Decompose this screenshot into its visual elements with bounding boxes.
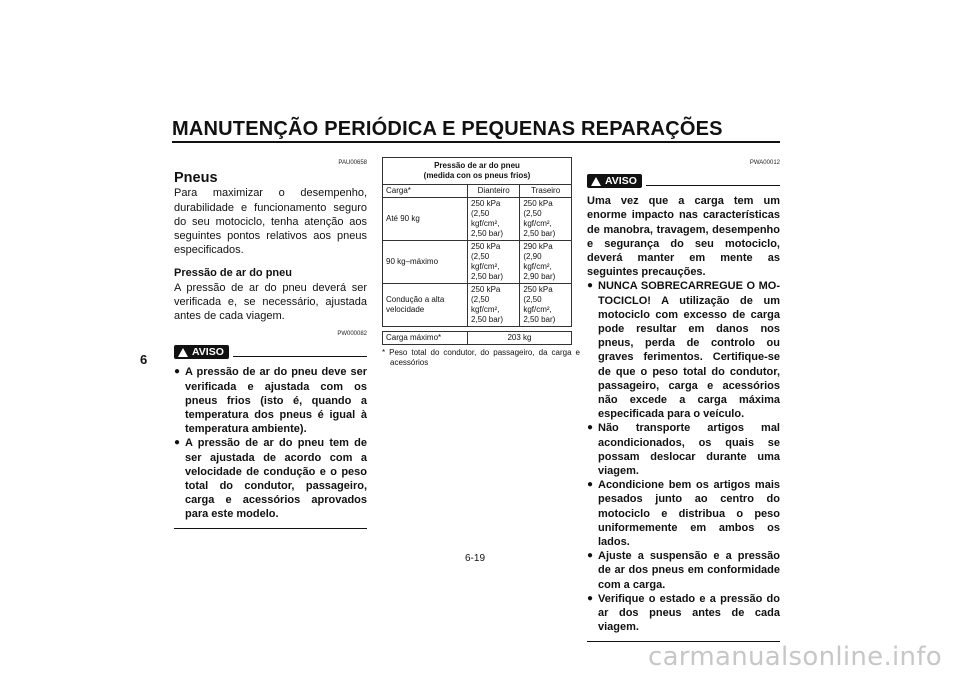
right-column — [587, 156, 780, 642]
warning-item: ● NUNCA SOBRECARREGUE O MOTOCICLO! A utilização de um motociclo com excesso de carga pode resultar em danos nos pneus, perda de controlo ou graves ferimentos. Certifique-se de que o peso total do condutor, passageiro, carga e acessórios não excede a carga máxima especificada para o veículo. — [587, 279, 780, 421]
front-cell — [468, 284, 520, 327]
front-kpa: 250 kPa — [471, 285, 501, 294]
watermark: carmanualsonline.info — [647, 642, 942, 672]
subheading: Pressão de ar do pneu — [174, 267, 292, 280]
table-row — [383, 241, 572, 284]
rear-kpa: 290 kPa — [523, 242, 553, 251]
table-title-line2: (medida con os pneus frios) — [423, 171, 531, 180]
page-number: 6-19 — [465, 553, 486, 564]
warning-list — [174, 365, 367, 521]
col-rear-header: Traseiro — [520, 185, 572, 198]
middle-column — [382, 157, 580, 368]
front-bar: 2,50 bar) — [471, 229, 504, 238]
rear-kgf: (2,50 kgf/cm², — [523, 295, 552, 314]
warning-item: ● A pressão de ar do pneu deve ser verificada e ajustada com os pneus frios (isto é, quando a temperatura dos pneus é igual à temperatura ambiente). — [174, 365, 367, 436]
warning-triangle-icon — [178, 348, 188, 357]
rear-bar: 2,90 bar) — [523, 272, 556, 281]
warning-intro: Uma vez que a carga tem um enorme impacto nas características de manobra, travagem, desempenho e segurança do seu motociclo, deverá manter em mente as seguintes precauções. — [587, 195, 780, 279]
col-front-header: Dianteiro — [468, 185, 520, 198]
warning-badge — [587, 174, 642, 188]
warning-item: ● Acondicione bem os artigos mais pesados junto ao centro do motociclo e distribua o peso uniformemente em ambos os lados. — [587, 478, 780, 549]
warning-item: ● Ajuste a suspensão e a pressão de ar dos pneus em conformidade com a carga. — [587, 549, 780, 592]
section-code: PAU00658 — [338, 160, 367, 166]
table-row — [383, 198, 572, 241]
front-bar: 2,50 bar) — [471, 272, 504, 281]
table-row — [383, 284, 572, 327]
rear-kpa: 250 kPa — [523, 199, 553, 208]
warning-end-rule — [174, 528, 367, 529]
rear-cell — [520, 198, 572, 241]
max-load-row — [383, 332, 572, 345]
load-cell: Até 90 kg — [383, 198, 468, 241]
max-load-value: 203 kg — [468, 332, 572, 345]
front-kpa: 250 kPa — [471, 242, 501, 251]
rear-cell — [520, 284, 572, 327]
rear-bar: 2,50 bar) — [523, 315, 556, 324]
header-rule — [172, 141, 780, 143]
table-title-line1: Pressão de ar do pneu — [434, 161, 520, 170]
front-bar: 2,50 bar) — [471, 315, 504, 324]
rear-kpa: 250 kPa — [523, 285, 553, 294]
intro-paragraph: Para maximizar o desempenho, durabilidade e funcionamento seguro do seu motociclo, tenha atenção aos seguintes pontos relativos aos pneus especificados. — [174, 187, 367, 257]
front-kpa: 250 kPa — [471, 199, 501, 208]
front-kgf: (2,50 kgf/cm², — [471, 209, 500, 228]
page-header-title: MANUTENÇÃO PERIÓDICA E PEQUENAS REPARAÇÕES — [172, 118, 723, 140]
warning-item: ● A pressão de ar do pneu tem de ser ajustada de acordo com a velocidade de condução e o peso total do condutor, passageiro, carga e acessórios aprovados para este modelo. — [174, 436, 367, 521]
warning-label: AVISO — [192, 346, 224, 359]
rear-cell — [520, 241, 572, 284]
rear-kgf: (2,90 kgf/cm², — [523, 252, 552, 271]
table-footnote: * Peso total do condutor, do passageiro, da carga e acessórios — [382, 348, 580, 367]
body-paragraph: A pressão de ar do pneu deverá ser verificada e, se necessário, ajustada antes de cada viagem. — [174, 281, 367, 323]
load-cell: Condução a alta velocidade — [383, 284, 468, 327]
warning-rule — [646, 185, 780, 186]
warning-triangle-icon — [591, 177, 601, 186]
warning-rule — [233, 356, 367, 357]
warning-item: ● Não transporte artigos mal acondicionados, os quais se possam deslocar durante uma viagem. — [587, 421, 780, 478]
warning-list — [587, 279, 780, 634]
pressure-table — [382, 157, 572, 345]
warning-label: AVISO — [605, 175, 637, 188]
warning-code: PWA00012 — [749, 160, 780, 166]
col-load-header: Carga* — [383, 185, 468, 198]
warning-code: PW000082 — [337, 331, 367, 338]
warning-header — [587, 174, 780, 188]
warning-header — [174, 345, 367, 359]
table-title — [383, 158, 572, 185]
front-kgf: (2,50 kgf/cm², — [471, 252, 500, 271]
max-load-label: Carga máximo* — [383, 332, 468, 345]
load-cell: 90 kg–máximo — [383, 241, 468, 284]
rear-kgf: (2,50 kgf/cm², — [523, 209, 552, 228]
front-cell — [468, 198, 520, 241]
warning-badge — [174, 345, 229, 359]
section-title: Pneus — [174, 170, 218, 187]
chapter-tab: 6 — [140, 352, 148, 367]
left-column — [174, 156, 367, 529]
front-cell — [468, 241, 520, 284]
rear-bar: 2,50 bar) — [523, 229, 556, 238]
warning-item: ● Verifique o estado e a pressão do ar dos pneus antes de cada viagem. — [587, 592, 780, 635]
front-kgf: (2,50 kgf/cm², — [471, 295, 500, 314]
